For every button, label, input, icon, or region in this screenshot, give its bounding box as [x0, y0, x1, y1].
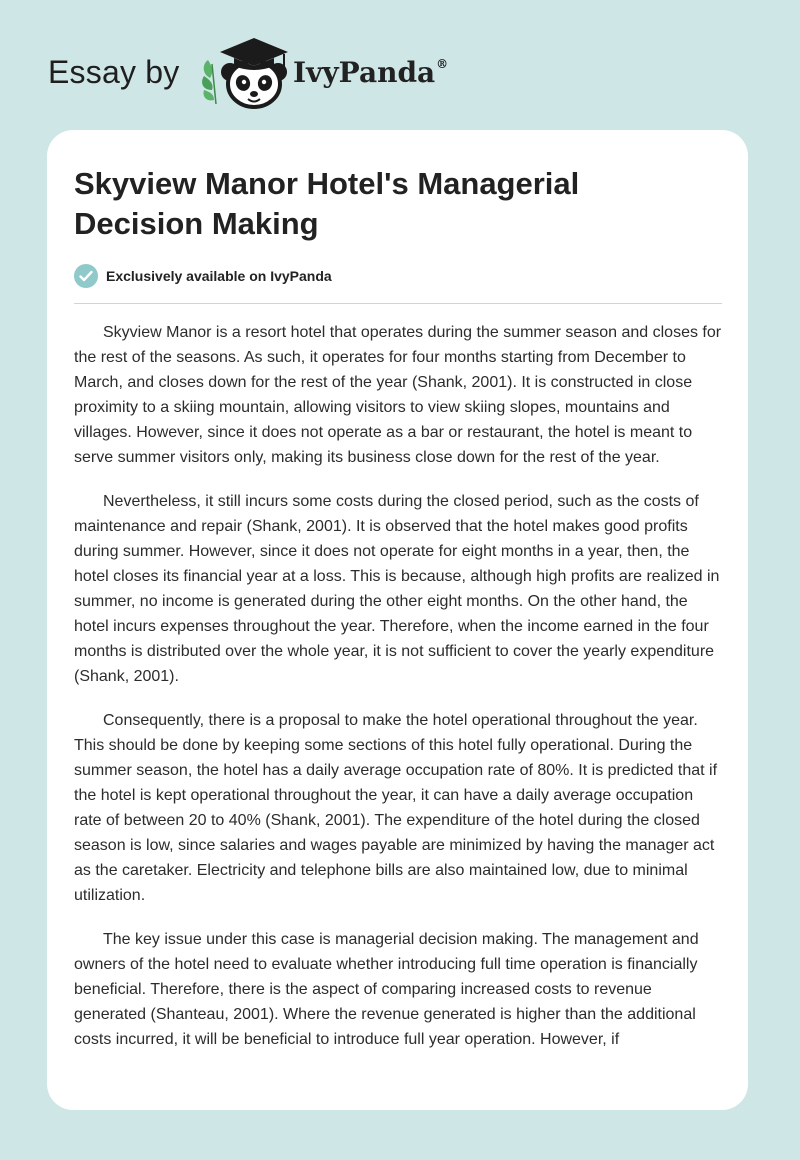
brand-name-text: IvyPanda [293, 56, 436, 89]
check-circle-icon [74, 264, 98, 288]
essay-title: Skyview Manor Hotel's Managerial Decision Making [74, 166, 580, 241]
essay-card [47, 130, 748, 1110]
exclusive-badge [74, 263, 332, 289]
brand-prefix: Essay by [48, 54, 180, 90]
registered-mark: ® [436, 57, 449, 71]
essay-body [74, 320, 724, 1071]
paragraph: The key issue under this case is managerial decision making. The management and owners of the hotel need to evaluate whether introducing full time operation is financially beneficial. Therefore, there is the aspect of comparing increased costs to revenue generated (Shanteau, 2001). Where the revenue generated is higher than the additional costs incurred, it will be beneficial to introduce full year operation. However, if [74, 931, 699, 1048]
paragraph: Skyview Manor is a resort hotel that operates during the summer season and closes for the rest of the seasons. As such, it operates for four months starting from December to March, and closes down for the rest of the year (Shank, 2001). It is constructed in close proximity to a skiing mountain, allowing visitors to view skiing slopes, mountains and villages. However, since it does not operate as a bar or restaurant, the hotel is meant to serve summer visitors only, making its business close down for the rest of the year. [74, 324, 722, 466]
panda-graduate-icon [200, 34, 292, 110]
divider [74, 303, 722, 304]
brand-name [293, 56, 448, 89]
paragraph: Nevertheless, it still incurs some costs during the closed period, such as the costs of maintenance and repair (Shank, 2001). It is observed that the hotel makes good profits during summer. However, since it does not operate for eight months in a year, then, the hotel closes its financial year at a loss. This is because, although high profits are realized in summer, no income is generated during the other eight months. On the other hand, the hotel incurs expenses throughout the year. Therefore, when the income earned in the four months is distributed over the whole year, it is not sufficient to cover the yearly expenditure (Shank, 2001). [74, 493, 720, 685]
brand-header[interactable] [48, 34, 508, 114]
exclusive-badge-text: Exclusively available on IvyPanda [106, 268, 332, 284]
paragraph: Consequently, there is a proposal to make the hotel operational throughout the year. This should be done by keeping some sections of this hotel fully operational. During the summer season, the hotel has a daily average occupation rate of 80%. It is predicted that if the hotel is kept operational throughout the year, it can have a daily average occupation rate of between 20 to 40% (Shank, 2001). The expenditure of the hotel during the closed season is low, since salaries and wages payable are minimized by having the manager act as the caretaker. Electricity and telephone bills are also maintained low, due to minimal utilization. [74, 712, 718, 904]
